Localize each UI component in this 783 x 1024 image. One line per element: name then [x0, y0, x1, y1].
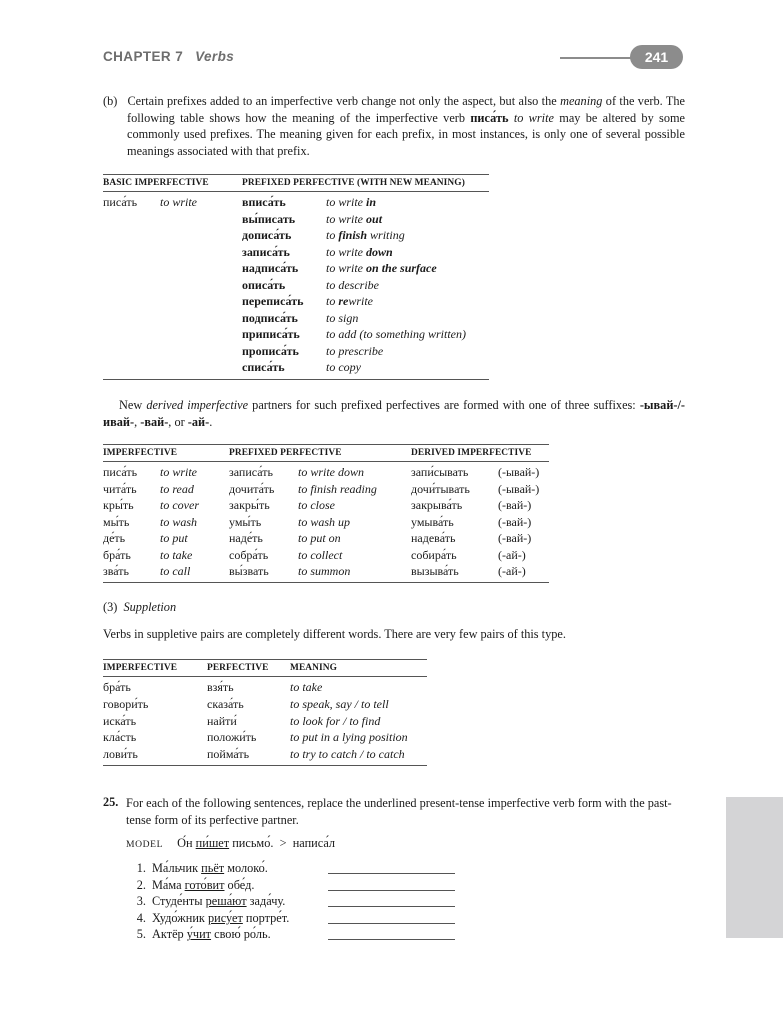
sentence-post: обе́д.	[224, 877, 255, 892]
prefix-gloss-part: write	[348, 294, 374, 308]
exercise-sentence	[126, 911, 289, 926]
exercise-sentence	[126, 894, 285, 909]
derived-row-impf: писа́ть	[103, 465, 138, 479]
derived-row-impf: кры́ть	[103, 498, 134, 512]
intro-text-1: Certain prefixes added to an imperfective verb change not only the aspect, but also the	[127, 94, 561, 108]
derived-row-perf-gloss: to finish reading	[298, 481, 377, 496]
suppletion-row-impf: говори́ть	[103, 696, 149, 711]
derived-row-perf-gloss: to collect	[298, 547, 343, 562]
prefix-gloss-part: to write	[326, 211, 367, 226]
answer-blank[interactable]	[328, 890, 455, 891]
suppletion-row-impf: иска́ть	[103, 713, 137, 728]
sentence-number: 4.	[136, 910, 146, 925]
intro-label: (b)	[103, 94, 118, 108]
prefix-gloss-part: to	[326, 294, 339, 308]
derived-row-impf: зва́ть	[103, 564, 129, 578]
derived-row-perf-gloss: to wash up	[298, 514, 351, 529]
derived-row-perf: закры́ть	[229, 498, 270, 512]
sentence-number: 5.	[136, 927, 146, 942]
derived-intro-term: derived imperfective	[146, 398, 249, 412]
derived-row-impf-gloss: to call	[160, 564, 191, 578]
derived-row-perf: дочита́ть	[229, 481, 275, 496]
prefix-gloss-part: to	[326, 228, 339, 242]
suppletion-row-perf: пойма́ть	[207, 747, 250, 762]
intro-paragraph	[103, 93, 685, 159]
derived-row-impf-gloss: to put	[160, 531, 188, 545]
derived-table-header-derived: DERIVED IMPERFECTIVE	[411, 448, 532, 458]
derived-table-header-perf: PREFIXED PERFECTIVE	[229, 448, 342, 458]
derived-row-perf: умы́ть	[229, 514, 262, 529]
derived-intro-paragraph	[103, 397, 685, 430]
suffix-vai: -вай-	[140, 414, 169, 429]
derived-row-impf-gloss: to wash	[160, 514, 198, 529]
suffix-ivai: -ывай-/-ивай-	[103, 398, 686, 429]
sentence-post: молоко́.	[224, 861, 268, 875]
prefix-gloss-part: to write	[326, 195, 367, 209]
prefix-gloss	[326, 294, 373, 309]
derived-row-derived: вызыва́ть	[411, 564, 459, 578]
suppletion-row-impf: бра́ть	[103, 680, 131, 694]
answer-blank[interactable]	[328, 873, 455, 874]
prefix-table	[103, 176, 489, 381]
exercise-sentence	[126, 927, 271, 942]
derived-row-impf: де́ть	[103, 531, 126, 545]
intro-text-2: of the verb. The following table shows how the meaning of the imperfective verb	[127, 94, 685, 125]
suppletion-table-header-perf: PERFECTIVE	[207, 663, 269, 673]
exercise-instruction: For each of the following sentences, replace the underlined present-tense imperfective verb form with the past-tense form of its perfective partner.	[126, 796, 672, 827]
derived-row-impf-gloss: to take	[160, 547, 193, 562]
prefix-verb: подписа́ть	[242, 310, 298, 325]
chapter-title: Verbs	[195, 49, 235, 64]
suppletion-text: Verbs in suppletive pairs are completely different words. There are very few pairs of this type.	[103, 627, 566, 641]
sentence-underlined-verb: пьёт	[201, 861, 225, 875]
suppletion-heading-title: Suppletion	[123, 600, 177, 614]
prefix-gloss	[326, 195, 376, 210]
chapter-label: CHAPTER 7	[103, 49, 184, 64]
model-arrow: >	[279, 836, 287, 850]
intro-meaning-word: meaning	[560, 94, 603, 108]
prefix-gloss-part: to prescribe	[326, 343, 384, 358]
suppletion-row-meaning: to take	[290, 680, 323, 694]
answer-blank[interactable]	[328, 939, 455, 940]
running-header	[103, 49, 234, 64]
model-underlined-verb: пи́шет	[195, 836, 230, 850]
derived-row-perf: собра́ть	[229, 547, 269, 562]
derived-row-derived: надева́ть	[411, 531, 456, 545]
derived-row-impf-gloss: to cover	[160, 498, 199, 512]
prefix-gloss-part: to write	[326, 261, 367, 275]
prefix-table-header-basic: BASIC IMPERFECTIVE	[103, 178, 209, 188]
sentence-pre: Ма́ма	[152, 877, 185, 892]
prefix-verb: приписа́ть	[242, 327, 300, 341]
suppletion-table-header-meaning: MEANING	[290, 663, 338, 673]
prefix-gloss	[326, 327, 466, 342]
prefix-verb: записа́ть	[242, 244, 290, 259]
suppletion-row-meaning: to look for / to find	[290, 713, 381, 728]
prefix-gloss-part: to describe	[326, 277, 379, 292]
page-edge-tab	[726, 797, 783, 938]
prefix-verb: надписа́ть	[242, 261, 299, 275]
prefix-verb: прописа́ть	[242, 343, 299, 358]
exercise-number: 25.	[103, 795, 119, 809]
derived-row-impf: бра́ть	[103, 547, 131, 562]
sentence-underlined-verb: гото́вит	[184, 877, 225, 892]
prefix-gloss	[326, 311, 358, 326]
derived-row-impf: чита́ть	[103, 481, 137, 496]
prefix-verb: вписа́ть	[242, 195, 286, 209]
sentence-pre: Худо́жник	[152, 910, 208, 925]
model-label: MODEL	[126, 839, 164, 850]
derived-row-perf-gloss: to put on	[298, 531, 341, 545]
prefix-gloss-part: to sign	[326, 310, 359, 325]
sentence-underlined-verb: рису́ет	[207, 910, 243, 925]
model-post: письмо́.	[229, 836, 274, 850]
exercise-sentence	[126, 878, 254, 893]
derived-table-header-impf: IMPERFECTIVE	[103, 448, 178, 458]
sentence-post: зада́чу.	[246, 894, 286, 909]
suppletion-row-meaning: to try to catch / to catch	[290, 747, 405, 762]
derived-row-suffix: (-вай-)	[498, 498, 532, 512]
derived-table	[103, 446, 549, 584]
prefix-gloss-emphasis: out	[366, 211, 383, 226]
derived-intro-text-3: ,	[134, 414, 141, 429]
derived-row-derived: дочи́тывать	[411, 481, 470, 496]
prefix-table-base-gloss: to write	[160, 195, 198, 209]
model-answer: написа́л	[292, 836, 336, 850]
sentence-pre: Актёр	[152, 927, 187, 942]
prefix-gloss	[326, 360, 361, 375]
suppletion-row-meaning: to speak, say / to tell	[290, 696, 389, 711]
prefix-gloss	[326, 278, 379, 293]
sentence-number: 2.	[136, 877, 146, 892]
exercise-model	[126, 836, 335, 851]
prefix-verb: списа́ть	[242, 360, 285, 374]
prefix-gloss	[326, 212, 382, 227]
prefix-gloss-emphasis: in	[366, 195, 377, 209]
prefix-gloss	[326, 261, 437, 276]
page-number-badge: 241	[630, 45, 683, 69]
derived-intro-text-4: , or	[168, 414, 188, 429]
header-rule	[560, 57, 640, 59]
suppletion-heading	[103, 600, 176, 615]
derived-row-perf-gloss: to summon	[298, 564, 351, 578]
sentence-pre: Ма́льчик	[152, 861, 202, 875]
sentence-pre: Студе́нты	[152, 894, 206, 909]
prefix-gloss	[326, 344, 383, 359]
derived-row-suffix: (-вай-)	[498, 514, 532, 529]
prefix-verb: вы́писать	[242, 211, 296, 226]
intro-text-4: may be altered by some commonly used prefixes. The meaning given for each prefix, in most instances, is only one of several possible meanings associated with that prefix.	[127, 110, 685, 158]
suppletion-row-meaning: to put in a lying position	[290, 730, 408, 745]
suppletion-row-perf: положи́ть	[207, 730, 257, 745]
sentence-underlined-verb: реша́ют	[205, 894, 247, 909]
derived-intro-text-1: New	[119, 398, 147, 412]
prefix-gloss-part: writing	[367, 228, 405, 242]
suppletion-table	[103, 661, 427, 767]
suppletion-row-impf: лови́ть	[103, 747, 138, 762]
sentence-post: свою́ ро́ль.	[211, 927, 271, 942]
derived-row-perf-gloss: to close	[298, 498, 335, 512]
derived-intro-text-2: partners for such prefixed perfectives are formed with one of three suffixes:	[248, 398, 640, 412]
prefix-gloss	[326, 245, 393, 260]
exercise-sentence	[126, 861, 268, 876]
suffix-ai: -ай-	[187, 414, 210, 429]
derived-row-suffix: (-ай-)	[498, 564, 526, 578]
derived-row-derived: закрыва́ть	[411, 498, 463, 512]
prefix-gloss-part: to something written)	[363, 327, 467, 341]
answer-blank[interactable]	[328, 906, 455, 907]
derived-row-perf: записа́ть	[229, 465, 273, 479]
derived-row-suffix: (-вай-)	[498, 531, 532, 545]
prefix-gloss-part: to copy	[326, 360, 361, 374]
prefix-verb: описа́ть	[242, 277, 286, 292]
prefix-gloss-emphasis: re	[338, 294, 349, 308]
derived-intro-text-5: .	[209, 414, 213, 429]
suppletion-row-perf: взя́ть	[207, 680, 234, 694]
model-pre: О́н	[177, 836, 196, 850]
prefix-verb: дописа́ть	[242, 228, 292, 242]
derived-row-impf-gloss: to write	[160, 465, 198, 479]
prefix-gloss-emphasis: finish	[338, 228, 368, 242]
suppletion-row-impf: кла́сть	[103, 730, 137, 745]
prefix-gloss-part: to write	[326, 244, 367, 259]
suppletion-heading-num: (3)	[103, 600, 118, 614]
suppletion-row-perf: найти́	[207, 713, 237, 728]
prefix-gloss-part: to add (	[326, 327, 364, 341]
derived-row-derived: умыва́ть	[411, 514, 454, 529]
answer-blank[interactable]	[328, 923, 455, 924]
suppletion-table-header-impf: IMPERFECTIVE	[103, 663, 178, 673]
derived-row-perf: вы́звать	[229, 564, 269, 578]
sentence-post: портре́т.	[242, 910, 290, 925]
derived-row-derived: запи́сывать	[411, 465, 469, 479]
derived-row-perf-gloss: to write down	[298, 465, 365, 479]
suppletion-row-perf: сказа́ть	[207, 696, 244, 711]
prefix-gloss-emphasis: down	[366, 244, 393, 259]
derived-row-suffix: (-ай-)	[498, 547, 526, 562]
prefix-gloss-emphasis: on the surface	[366, 261, 437, 275]
derived-row-derived: собира́ть	[411, 547, 457, 562]
sentence-number: 3.	[136, 894, 146, 909]
prefix-table-header-prefixed: PREFIXED PERFECTIVE (WITH NEW MEANING)	[242, 178, 465, 188]
derived-row-suffix: (-ывай-)	[498, 481, 540, 496]
derived-row-suffix: (-ывай-)	[498, 465, 540, 479]
sentence-underlined-verb: у́чит	[186, 927, 212, 942]
derived-row-impf: мы́ть	[103, 514, 130, 529]
intro-verb: писа́ть	[470, 110, 509, 125]
prefix-table-base-verb: писа́ть	[103, 195, 138, 209]
prefix-gloss	[326, 228, 405, 243]
intro-verb-gloss: to write	[513, 110, 554, 125]
prefix-verb: переписа́ть	[242, 294, 304, 308]
derived-row-perf: наде́ть	[229, 531, 263, 545]
sentence-number: 1.	[136, 861, 146, 875]
derived-row-impf-gloss: to read	[160, 481, 194, 496]
